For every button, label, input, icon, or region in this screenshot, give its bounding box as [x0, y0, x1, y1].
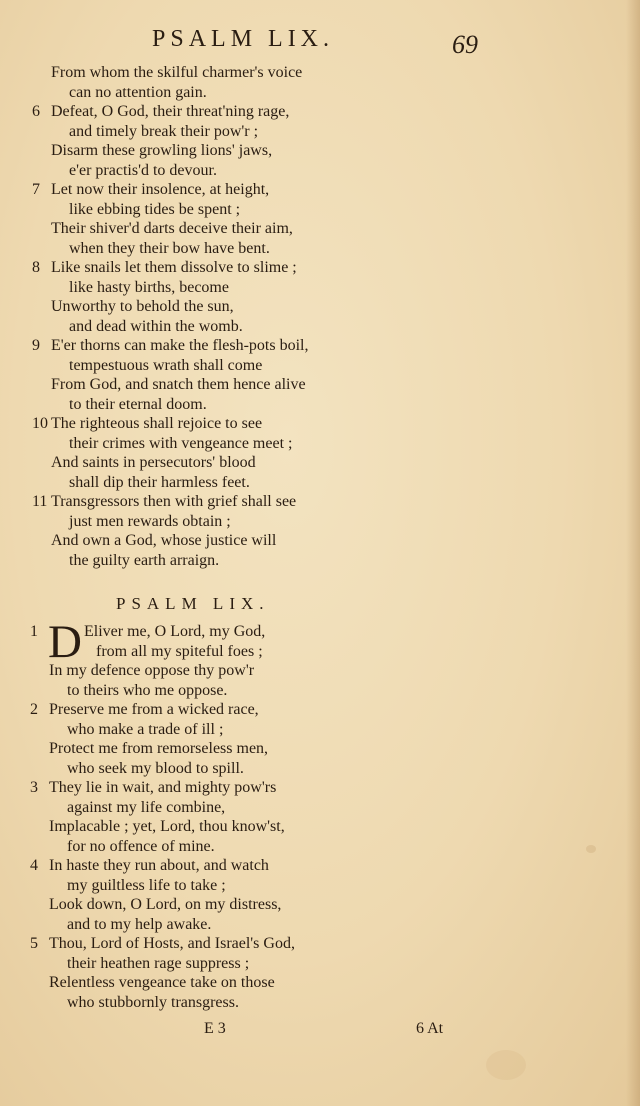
verse-line: against my life combine,	[67, 798, 226, 816]
verse-number: 2	[30, 701, 38, 718]
verse-line: my guiltless life to take ;	[67, 876, 226, 894]
page-number: 69	[452, 30, 478, 59]
verse-line: Thou, Lord of Hosts, and Israel's God,	[49, 935, 295, 952]
verse-line: their heathen rage suppress ;	[67, 954, 250, 972]
verse-line: just men rewards obtain ;	[69, 512, 231, 530]
verse-line: shall dip their harmless feet.	[69, 473, 250, 491]
verse-line: Protect me from remorseless men,	[49, 740, 269, 757]
verse-line: Let now their insolence, at height,	[51, 181, 270, 198]
verse-line: like hasty births, become	[69, 278, 229, 296]
verse-line: who stubbornly transgress.	[67, 993, 239, 1011]
section-title: PSALM LIX.	[116, 594, 270, 613]
verse-line: In my defence oppose thy pow'r	[49, 662, 255, 679]
verse-number: 8	[32, 259, 40, 276]
verse-line: Transgressors then with grief shall see	[51, 493, 297, 510]
verse-line: their crimes with vengeance meet ;	[69, 434, 293, 452]
verse-line: Disarm these growling lions' jaws,	[51, 142, 273, 159]
verse-number: 1	[30, 623, 38, 640]
verse-line: Implacable ; yet, Lord, thou know'st,	[49, 818, 285, 835]
verse-line: E'er thorns can make the flesh-pots boil,	[51, 337, 309, 354]
verse-line: In haste they run about, and watch	[49, 857, 269, 874]
verse-line: Like snails let them dissolve to slime ;	[51, 259, 297, 276]
verse-line: Look down, O Lord, on my distress,	[49, 896, 282, 913]
verse-number: 4	[30, 857, 38, 874]
verse-number: 5	[30, 935, 38, 952]
signature-mark: E 3	[204, 1020, 226, 1037]
verse-line: tempestuous wrath shall come	[69, 356, 263, 374]
verse-line: e'er practis'd to devour.	[69, 161, 217, 179]
verse-line: to their eternal doom.	[69, 395, 207, 413]
verse-line: Preserve me from a wicked race,	[49, 701, 259, 718]
foxing-spot	[586, 845, 596, 853]
verse-number: 7	[32, 181, 40, 198]
verse-number: 6	[32, 103, 40, 120]
running-head: PSALM LIX.	[152, 26, 335, 52]
verse-line: Unworthy to behold the sun,	[51, 298, 234, 315]
verse-line: when they their bow have bent.	[69, 239, 270, 257]
verse-number: 11	[32, 493, 48, 510]
verse-line: who make a trade of ill ;	[67, 720, 224, 738]
verse-line: from all my spiteful foes ;	[96, 642, 263, 660]
catchword: 6 At	[416, 1020, 444, 1037]
verse-number: 9	[32, 337, 40, 354]
verse-line: They lie in wait, and mighty pow'rs	[49, 779, 277, 796]
verse-line: and to my help awake.	[67, 915, 212, 933]
verse-line: Eliver me, O Lord, my God,	[84, 623, 266, 640]
verse-number: 3	[30, 779, 38, 796]
page-edge-shadow	[626, 0, 640, 1106]
verse-line: the guilty earth arraign.	[69, 551, 220, 569]
verse-line: From whom the skilful charmer's voice	[51, 64, 303, 81]
verse-line: Their shiver'd darts deceive their aim,	[51, 220, 293, 237]
verse-line: And saints in persecutors' blood	[51, 454, 256, 471]
verse-line: for no offence of mine.	[67, 837, 215, 855]
verse-line: Defeat, O God, their threat'ning rage,	[51, 103, 290, 120]
verse-number: 10	[32, 415, 48, 432]
verse-line: to theirs who me oppose.	[67, 681, 228, 699]
verse-line: And own a God, whose justice will	[51, 532, 277, 549]
drop-cap: D	[48, 616, 82, 668]
verse-line: The righteous shall rejoice to see	[51, 415, 263, 432]
foxing-spot	[486, 1050, 526, 1080]
verse-line: and timely break their pow'r ;	[69, 122, 259, 140]
verse-line: like ebbing tides be spent ;	[69, 200, 241, 218]
verse-line: can no attention gain.	[69, 83, 207, 101]
verse-line: and dead within the womb.	[69, 317, 243, 335]
verse-line: Relentless vengeance take on those	[49, 974, 275, 991]
verse-line: From God, and snatch them hence alive	[51, 376, 306, 393]
verse-line: who seek my blood to spill.	[67, 759, 244, 777]
